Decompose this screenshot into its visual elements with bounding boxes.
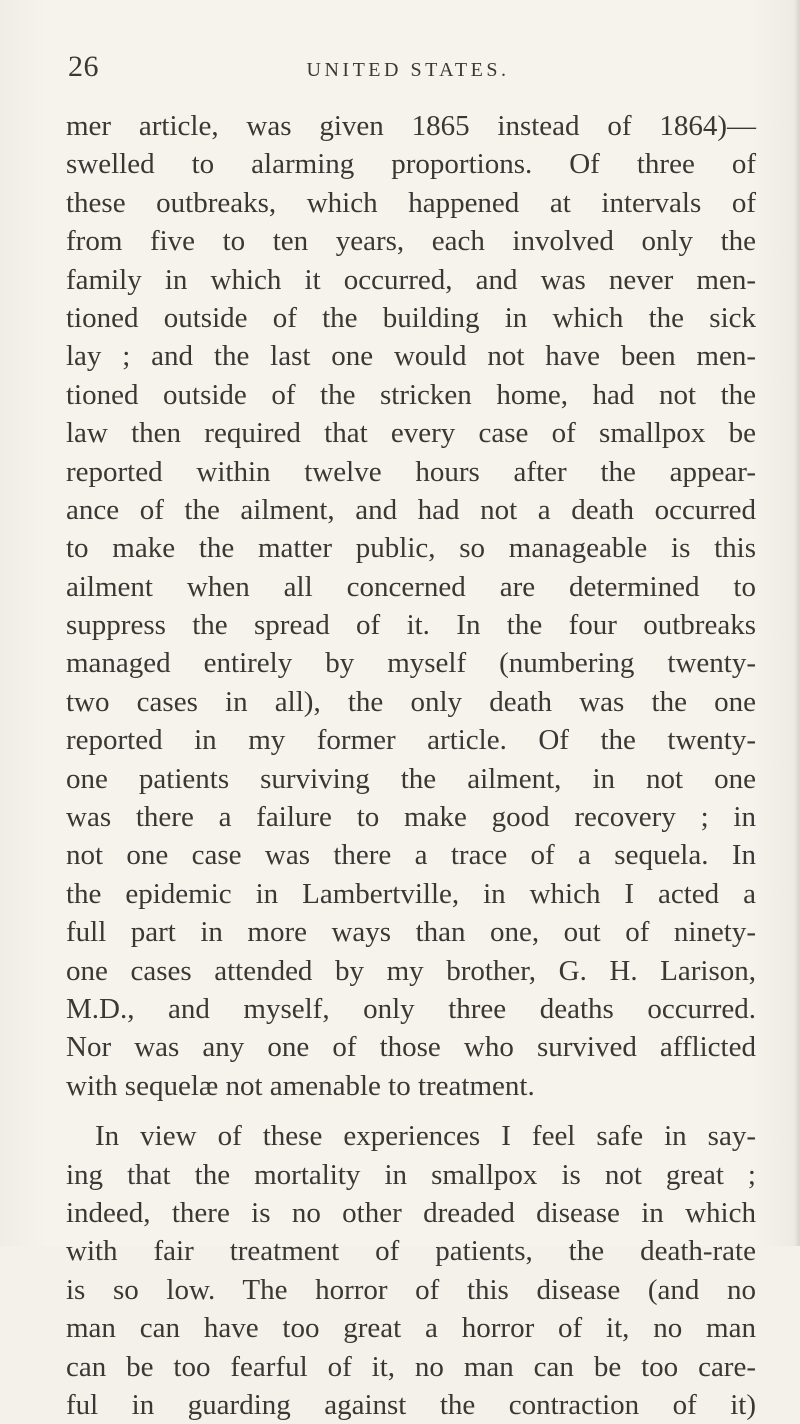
paragraph-2 bbox=[66, 1117, 756, 1424]
text-line: one patients surviving the ailment, in not one bbox=[66, 762, 756, 795]
text-line: full part in more ways than one, out of ninety- bbox=[66, 916, 756, 949]
text-line: Nor was any one of those who survived afflicted bbox=[66, 1031, 756, 1064]
text-line: ful in guarding against the contraction of it) bbox=[66, 1388, 756, 1421]
text-line: one cases attended by my brother, G. H. Larison, bbox=[66, 954, 756, 987]
text-line: indeed, there is no other dreaded disease in which bbox=[66, 1196, 756, 1229]
paragraph-gap bbox=[66, 1105, 756, 1117]
text-line: M.D., and myself, only three deaths occurred. bbox=[66, 992, 756, 1025]
text-line: the epidemic in Lambertville, in which I acted a bbox=[66, 877, 756, 910]
text-line: with fair treatment of patients, the death-rate bbox=[66, 1235, 756, 1268]
text-line: ance of the ailment, and had not a death occurred bbox=[66, 493, 756, 526]
text-line: from five to ten years, each involved only the bbox=[66, 225, 756, 258]
text-line: mer article, was given 1865 instead of 1864)— bbox=[66, 110, 756, 142]
text-line: these outbreaks, which happened at intervals of bbox=[66, 186, 756, 219]
text-line: not one case was there a trace of a sequela. In bbox=[66, 839, 756, 872]
text-line: suppress the spread of it. In the four outbreaks bbox=[66, 609, 756, 642]
text-line: reported within twelve hours after the appear- bbox=[66, 455, 756, 488]
page-edge-shadow bbox=[794, 0, 800, 1246]
running-title: UNITED STATES. bbox=[306, 59, 510, 81]
body-text bbox=[66, 107, 756, 1424]
text-line: can be too fearful of it, no man can be too care- bbox=[66, 1350, 756, 1383]
text-line: man can have too great a horror of it, no man bbox=[66, 1312, 756, 1345]
text-line: is so low. The horror of this disease (and no bbox=[66, 1273, 756, 1306]
text-line: with sequelæ not amenable to treatment. bbox=[66, 1069, 535, 1102]
text-line: was there a failure to make good recovery ; in bbox=[66, 801, 756, 834]
text-line: swelled to alarming proportions. Of three of bbox=[66, 148, 756, 181]
text-line: law then required that every case of smallpox be bbox=[66, 417, 756, 450]
running-head bbox=[68, 50, 748, 90]
text-line: tioned outside of the building in which the sick bbox=[66, 301, 756, 334]
text-line: family in which it occurred, and was never men- bbox=[66, 263, 756, 296]
text-line: In view of these experiences I feel safe in say- bbox=[95, 1120, 756, 1153]
text-line: managed entirely by myself (numbering twenty- bbox=[66, 647, 756, 680]
text-line: tioned outside of the stricken home, had not the bbox=[66, 378, 756, 411]
text-line: ing that the mortality in smallpox is not great ; bbox=[66, 1158, 756, 1191]
text-line: two cases in all), the only death was the one bbox=[66, 685, 756, 718]
text-line: reported in my former article. Of the twenty- bbox=[66, 724, 756, 757]
text-line: to make the matter public, so manageable is this bbox=[66, 532, 756, 565]
page-number: 26 bbox=[68, 50, 99, 83]
text-line: ailment when all concerned are determined to bbox=[66, 570, 756, 603]
paragraph-1 bbox=[66, 107, 756, 1105]
text-line: lay ; and the last one would not have been men- bbox=[66, 340, 756, 373]
